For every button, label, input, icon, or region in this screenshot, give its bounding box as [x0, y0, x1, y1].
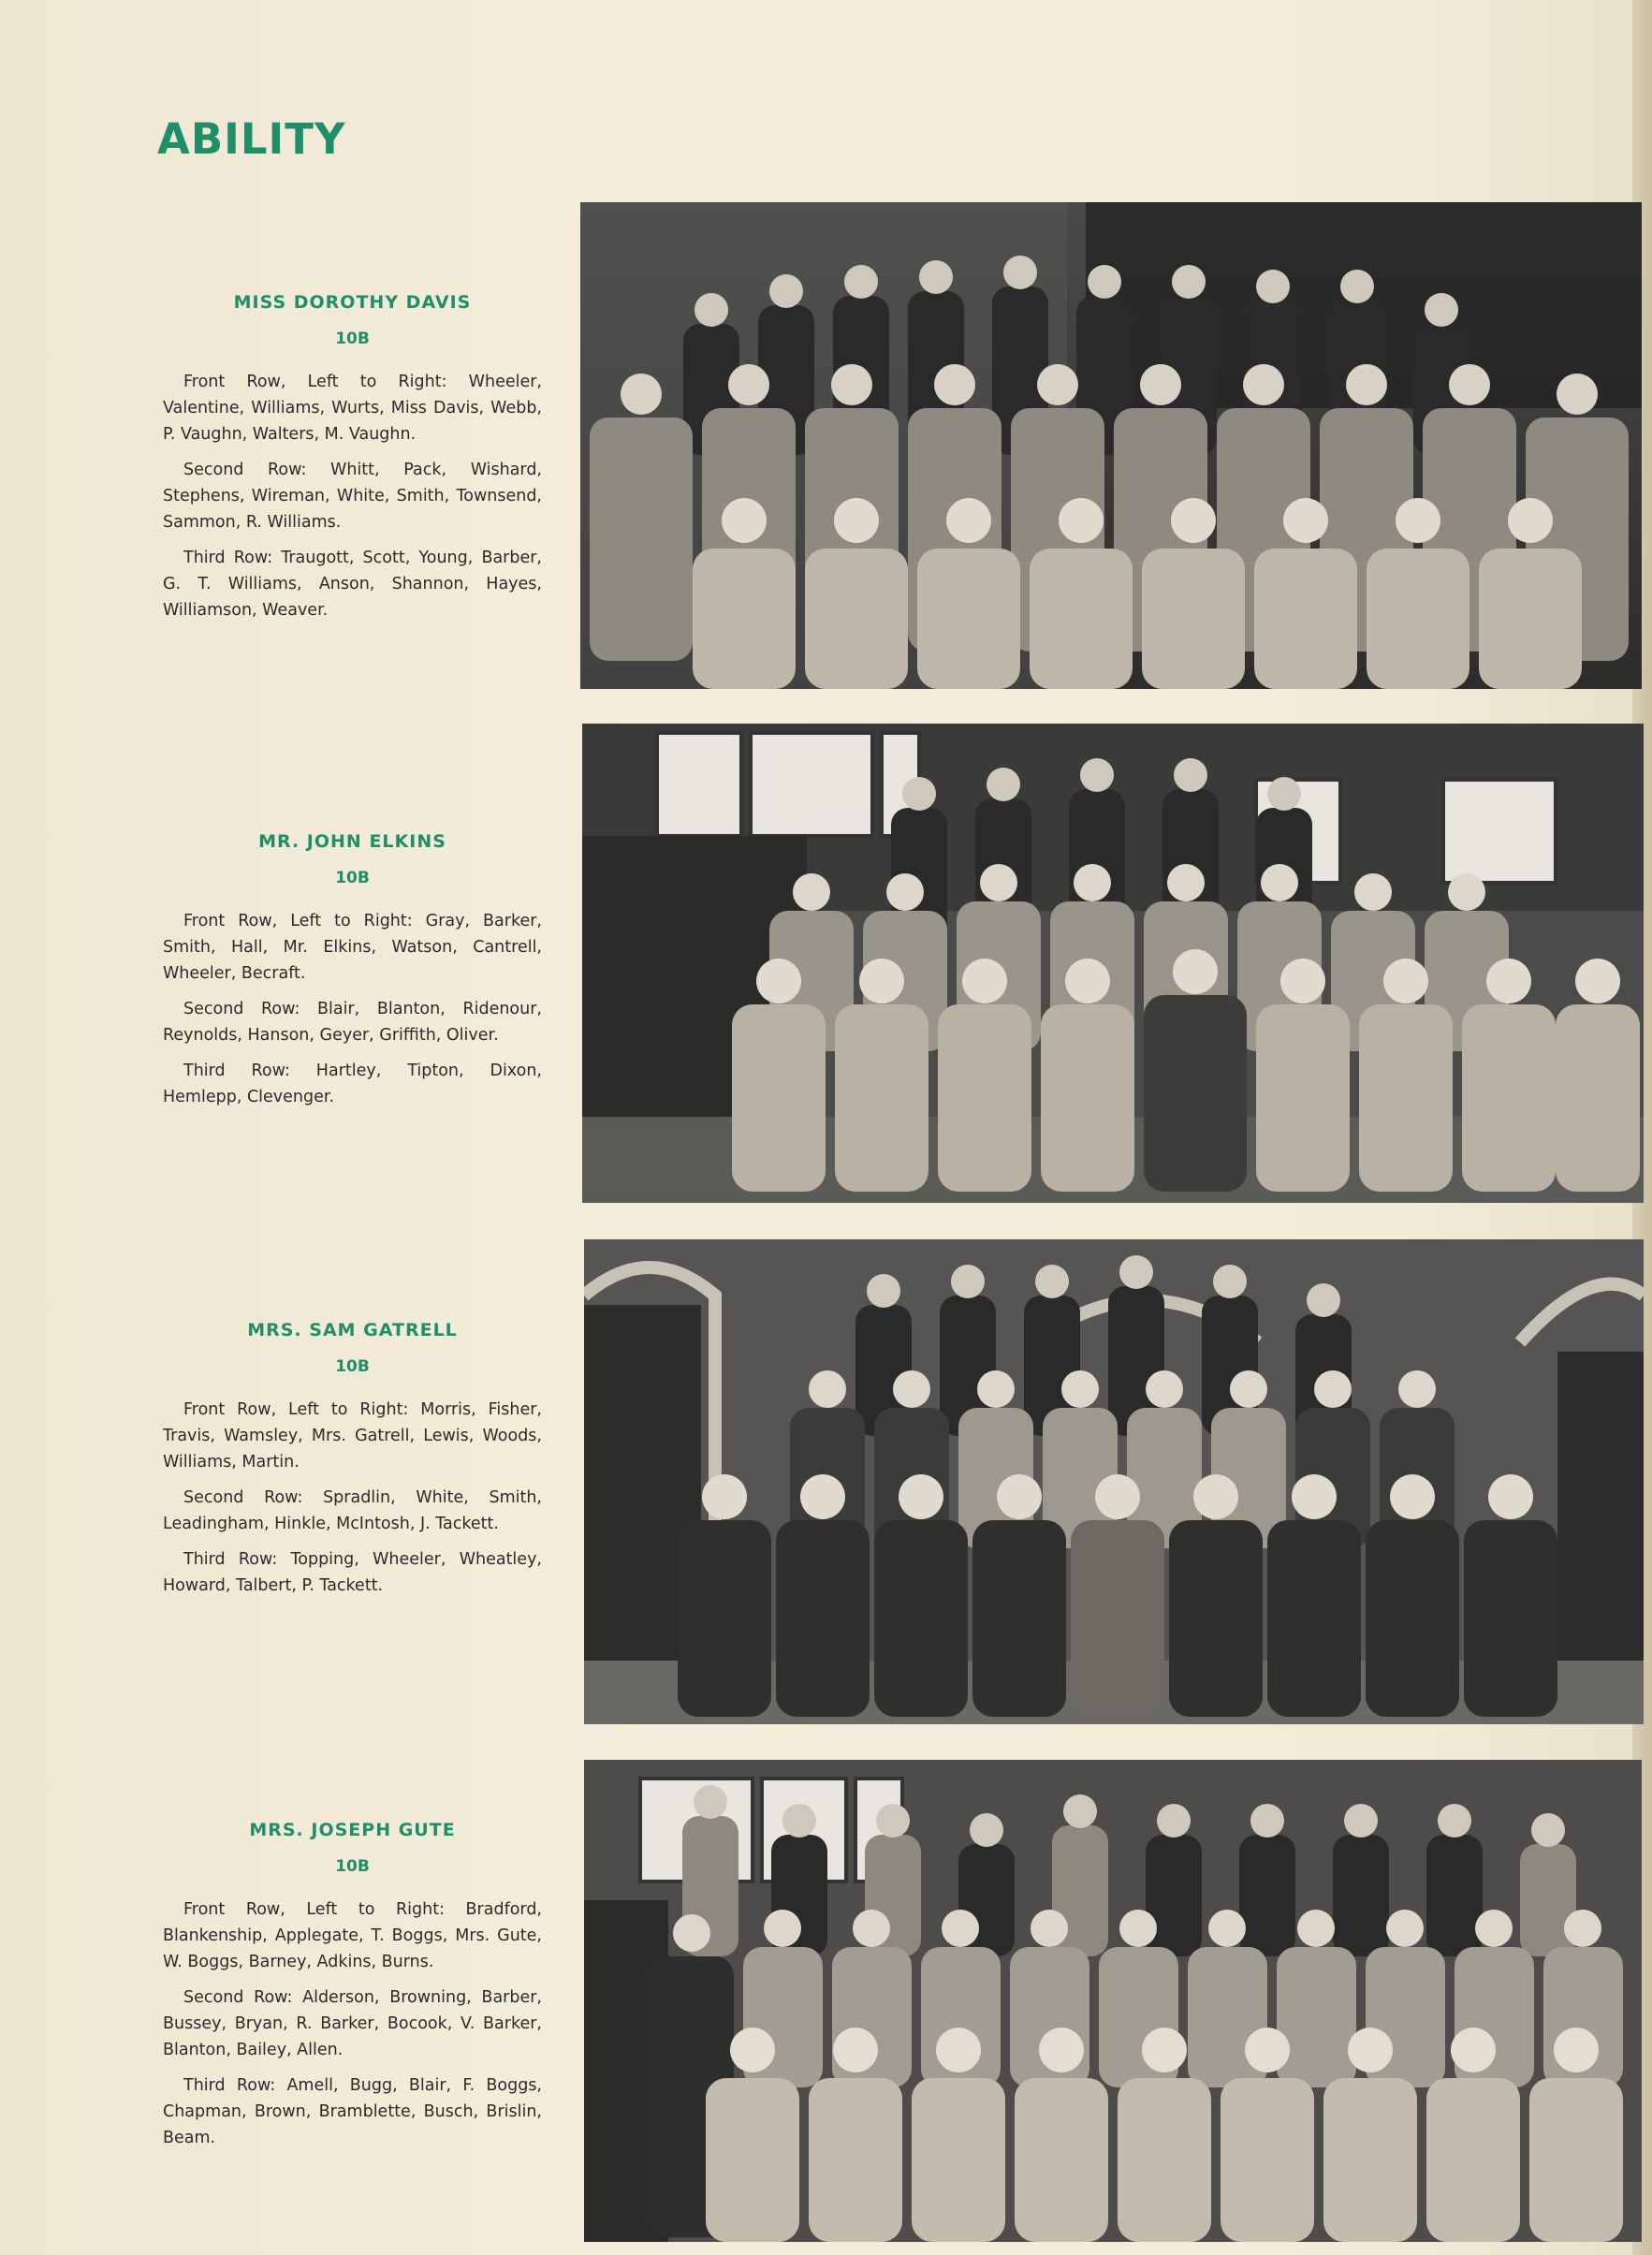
teacher-name: MRS. SAM GATRELL: [247, 1320, 458, 1340]
front-row-names: Front Row, Left to Right: Bradford, Blankenship, Applegate, T. Boggs, Mrs. Gute, W. Boggs, Barney, Adkins, Burns.: [163, 1900, 542, 1971]
grade-label: 10B: [335, 1857, 370, 1876]
front-row-names: Front Row, Left to Right: Gray, Barker, Smith, Hall, Mr. Elkins, Watson, Cantrell, Wheeler, Becraft.: [163, 912, 542, 983]
grade-label: 10B: [335, 869, 370, 887]
class-photo-gatrell: [584, 1239, 1644, 1724]
teacher-name: MRS. JOSEPH GUTE: [249, 1820, 456, 1840]
class-caption-gute: [163, 1820, 542, 2160]
third-row-names: Third Row: Traugott, Scott, Young, Barber, G. T. Williams, Anson, Shannon, Hayes, Williamson, Weaver.: [163, 549, 542, 620]
class-caption-elkins: [163, 831, 542, 1120]
class-caption-gatrell: [163, 1320, 542, 1608]
teacher-name: MR. JOHN ELKINS: [258, 831, 446, 852]
class-photo-davis: [580, 202, 1642, 689]
class-caption-davis: [163, 292, 542, 633]
class-photo-elkins: [582, 724, 1644, 1203]
third-row-names: Third Row: Hartley, Tipton, Dixon, Hemlepp, Clevenger.: [163, 1062, 542, 1106]
front-row-names: Front Row, Left to Right: Wheeler, Valentine, Williams, Wurts, Miss Davis, Webb, P. Vaughn, Walters, M. Vaughn.: [163, 373, 542, 444]
third-row-names: Third Row: Amell, Bugg, Blair, F. Boggs, Chapman, Brown, Bramblette, Busch, Brislin, Beam.: [163, 2076, 542, 2147]
page-title: ABILITY: [157, 114, 346, 164]
second-row-names: Second Row: Alderson, Browning, Barber, Bussey, Bryan, R. Barker, Bocook, V. Barker, Blanton, Bailey, Allen.: [163, 1988, 542, 2059]
grade-label: 10B: [335, 1357, 370, 1376]
third-row-names: Third Row: Topping, Wheeler, Wheatley, Howard, Talbert, P. Tackett.: [163, 1550, 542, 1595]
class-photo-gute: [584, 1760, 1642, 2242]
second-row-names: Second Row: Blair, Blanton, Ridenour, Reynolds, Hanson, Geyer, Griffith, Oliver.: [163, 1000, 542, 1045]
grade-label: 10B: [335, 329, 370, 348]
teacher-name: MISS DOROTHY DAVIS: [233, 292, 472, 313]
front-row-names: Front Row, Left to Right: Morris, Fisher, Travis, Wamsley, Mrs. Gatrell, Lewis, Woods, Williams, Martin.: [163, 1400, 542, 1472]
second-row-names: Second Row: Spradlin, White, Smith, Leadingham, Hinkle, McIntosh, J. Tackett.: [163, 1488, 542, 1533]
second-row-names: Second Row: Whitt, Pack, Wishard, Stephens, Wireman, White, Smith, Townsend, Sammon, R. Williams.: [163, 461, 542, 532]
